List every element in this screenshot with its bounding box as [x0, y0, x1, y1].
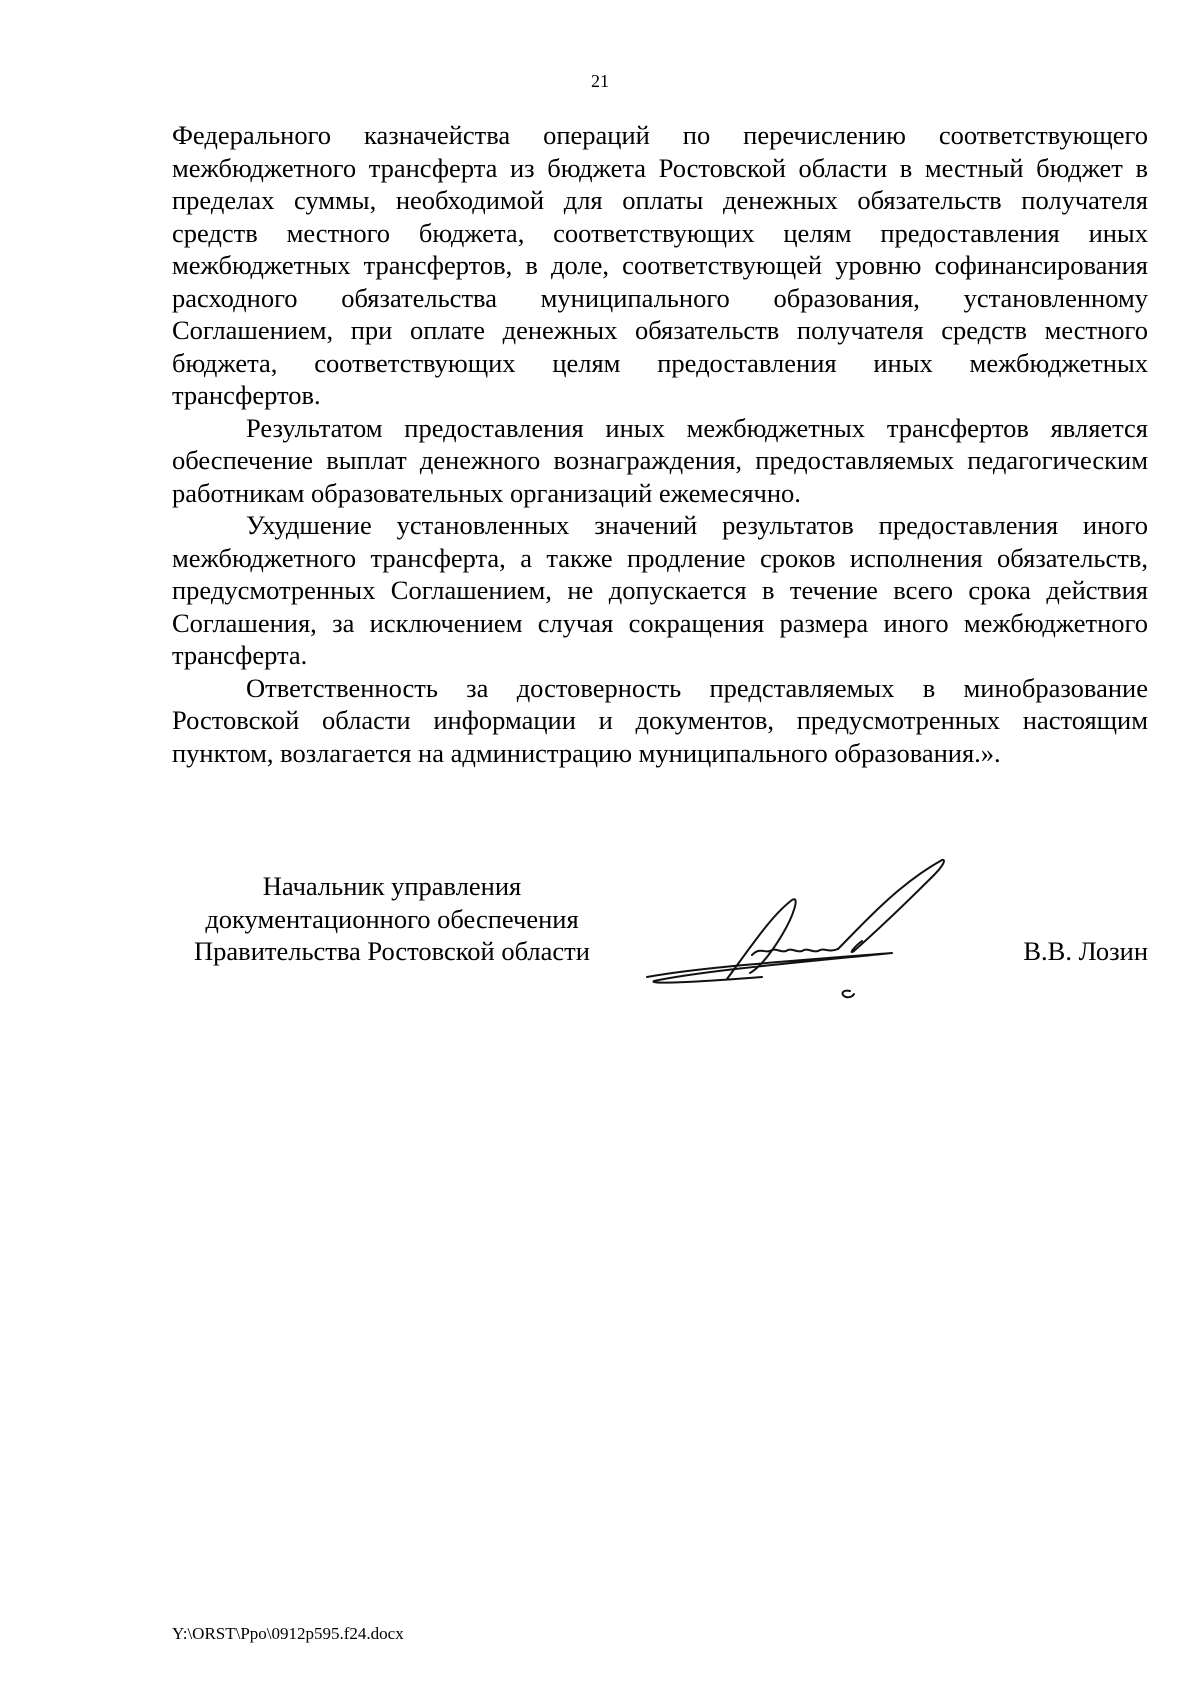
- paragraph-continuation: Федерального казначейства операций по перечислению соответствующего межбюджетного трансферта из бюджета Ростовской области в местный бюджет в пределах суммы, необходимой для оплаты денежных обязательств получателя средств местного бюджета, соответствующих целям предоставления иных межбюджетных трансфертов, в доле, соответствующей уровню софинансирования расходного обязательства муниципального образования, установленному Соглашением, при оплате денежных обязательств получателя средств местного бюджета, соответствующих целям предоставления иных межбюджетных трансфертов.: [172, 120, 1148, 410]
- signatory-title-line: Правительства Ростовской области: [194, 936, 590, 966]
- page-number: 21: [591, 71, 609, 91]
- paragraph-responsibility: Ответственность за достоверность представляемых в минобразование Ростовской области информации и документов, предусмотренных настоящим пунктом, возлагается на администрацию муниципального образования.».: [172, 672, 1148, 768]
- signatory-title: [172, 870, 612, 968]
- signatory-title-line: документационного обеспечения: [205, 903, 579, 934]
- signatory-title-line: Начальник управления: [262, 871, 522, 901]
- signature-block: [172, 870, 1148, 1020]
- handwritten-signature: [642, 855, 972, 1005]
- paragraph-deterioration: Ухудшение установленных значений результатов предоставления иного межбюджетного трансферта, а также продление сроков исполнения обязательств, предусмотренных Соглашением, не допускается в течение всего срока действия Соглашения, за исключением случая сокращения размера иного межбюджетного трансферта.: [172, 510, 1148, 670]
- paragraph-result: Результатом предоставления иных межбюджетных трансфертов является обеспечение выплат денежного вознаграждения, предоставляемых педагогическим работникам образовательных организаций ежемесячно.: [172, 412, 1148, 508]
- footer-file-path: Y:\ORST\Ppo\0912p595.f24.docx: [172, 1624, 404, 1643]
- document-body: [172, 119, 1148, 769]
- signatory-name: В.В. Лозин: [1023, 936, 1148, 966]
